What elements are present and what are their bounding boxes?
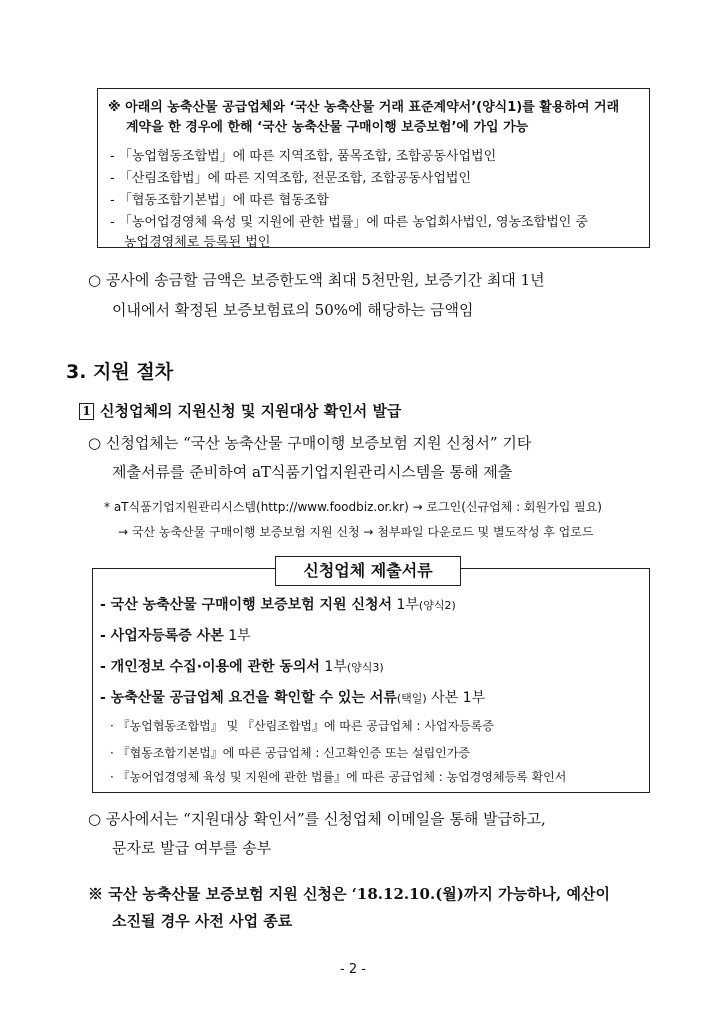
notice-item: - 「농어업경영체 육성 및 지원에 관한 법률」에 따른 농업회사법인, 영농조합법인 중	[110, 215, 589, 230]
payment-note-line2: 이내에서 확정된 보증보험료의 50%에 해당하는 금액임	[112, 301, 474, 319]
application-note-line2: 제출서류를 준비하여 aT식품기업지원관리시스템을 통해 제출	[112, 463, 513, 481]
notice-header-line1: ※ 아래의 농축산물 공급업체와 ‘국산 농축산물 거래 표준계약서’(양식1)를 활용하여 거래	[108, 100, 620, 115]
notice-item: - 「산림조합법」에 따른 지역조합, 전문조합, 조합공동사업법인	[110, 171, 472, 186]
notice-item: - 「협동조합기본법」에 따른 협동조합	[110, 193, 329, 208]
application-note-line1: ○ 신청업체는 “국산 농축산물 구매이행 보증보험 지원 신청서” 기타	[88, 434, 532, 452]
document-item: - 농축산물 공급업체 요건을 확인할 수 있는 서류(택일) 사본 1부	[100, 690, 486, 706]
notice-item: - 「농업협동조합법」에 따른 지역조합, 품목조합, 조합공동사업법인	[110, 149, 497, 164]
document-item: - 국산 농축산물 구매이행 보증보험 지원 신청서 1부(양식2)	[100, 597, 456, 613]
documents-box-title: 신청업체 제출서류	[275, 556, 461, 586]
notice-header-line2: 계약을 한 경우에 한해 ‘국산 농축산물 구매이행 보증보험’에 가입 가능	[126, 120, 529, 135]
document-item: - 개인정보 수집·이용에 관한 동의서 1부(양식3)	[100, 659, 384, 675]
step-title: 신청업체의 지원신청 및 지원대상 확인서 발급	[100, 402, 402, 420]
deadline-note-line2: 소진될 경우 사전 사업 종료	[112, 912, 293, 930]
deadline-note-line1: ※ 국산 농축산물 보증보험 지원 신청은 ‘18.12.10.(월)까지 가능하나, 예산이	[88, 885, 610, 903]
system-note-line2: → 국산 농축산물 구매이행 보증보험 지원 신청 → 첨부파일 다운로드 및 별도작성 후 업로드	[118, 525, 594, 539]
step-number: 1	[79, 403, 94, 420]
step-heading	[79, 400, 401, 421]
payment-note-line1: ○ 공사에 송금할 금액은 보증한도액 최대 5천만원, 보증기간 최대 1년	[88, 271, 545, 289]
section-title: 3. 지원 절차	[66, 361, 174, 383]
issuance-note-line1: ○ 공사에서는 “지원대상 확인서”를 신청업체 이메일을 통해 발급하고,	[88, 810, 546, 828]
document-subitem: · 『농어업경영체 육성 및 지원에 관한 법률』에 따른 공급업체 : 농업경영체등록 확인서	[110, 770, 567, 784]
page-number: - 2 -	[340, 962, 366, 977]
system-note-line1: * aT식품기업지원관리시스템(http://www.foodbiz.or.kr) → 로그인(신규업체 : 회원가입 필요)	[104, 500, 602, 514]
notice-item-continuation: 농업경영체로 등록된 법인	[124, 235, 271, 250]
document-subitem: · 『농업협동조합법』 및 『산림조합법』에 따른 공급업체 : 사업자등록증	[110, 719, 494, 733]
issuance-note-line2: 문자로 발급 여부를 송부	[112, 839, 272, 857]
document-subitem: · 『협동조합기본법』에 따른 공급업체 : 신고확인증 또는 설립인가증	[110, 746, 470, 760]
document-item: - 사업자등록증 사본 1부	[100, 628, 251, 644]
